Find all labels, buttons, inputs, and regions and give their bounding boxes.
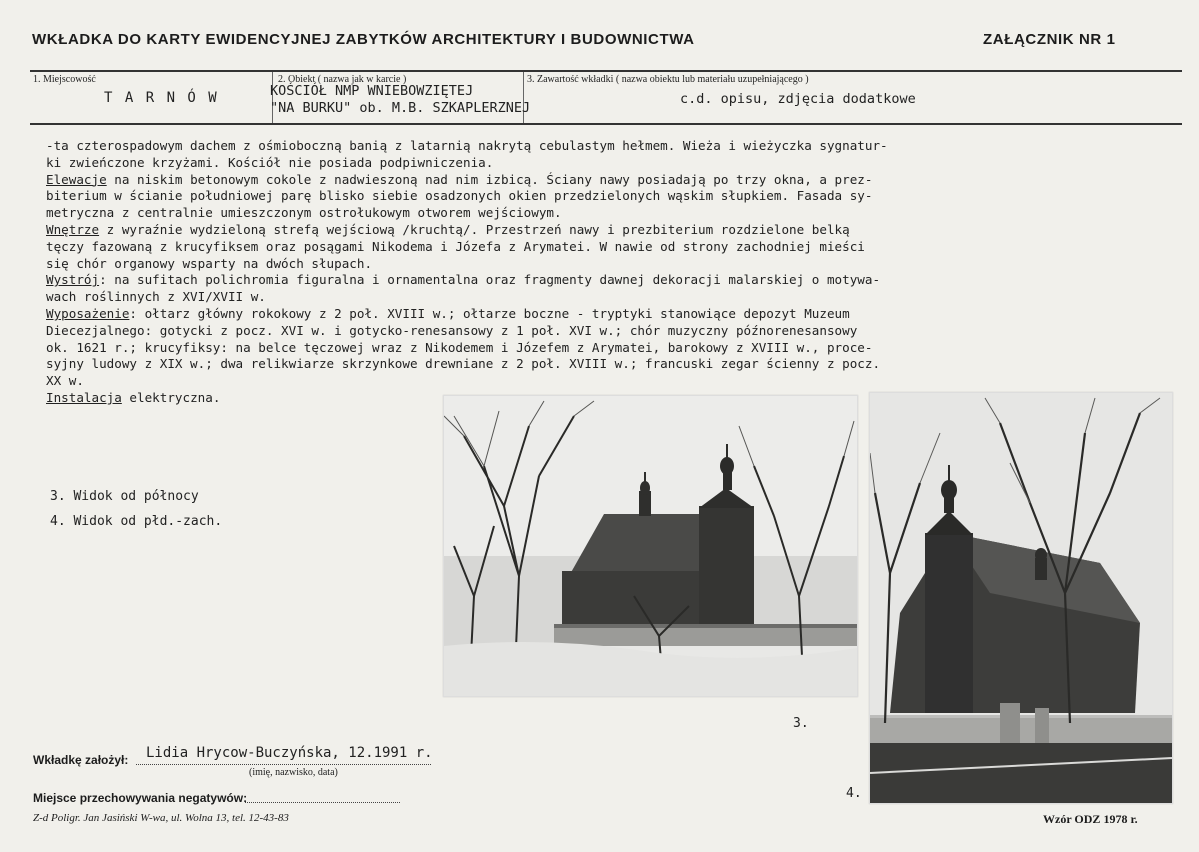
description-line: się chór organowy wsparty na dwóch słupach.	[46, 255, 373, 271]
content-label: 3. Zawartość wkładki ( nazwa obiektu lub materiału uzupełniającego )	[527, 74, 809, 85]
church-southwest-image	[870, 393, 1172, 803]
negatives-line	[245, 802, 400, 803]
annex-number: ZAŁĄCZNIK NR 1	[983, 31, 1116, 48]
photo-southwest-view	[869, 392, 1173, 804]
description-line: Wystrój: na sufitach polichromia figuralna i ornamentalna oraz fragmenty dawnej dekoracji malarskiej o motywa-	[46, 272, 881, 288]
description-line: -ta czterospadowym dachem z ośmioboczną banią z latarnią nakrytą cebulastym hełmem. Wieża i wieżyczka sygnatur-	[46, 138, 888, 153]
church-north-image	[444, 396, 857, 696]
caption-photo-4: 4. Widok od płd.-zach.	[50, 514, 223, 529]
description-line: Elewacje na niskim betonowym cokole z nadwieszoną nad nim izbicą. Ściany nawy posiadają po trzy okna, a prez-	[46, 171, 873, 187]
photo-north-view	[443, 395, 858, 697]
created-by-line	[136, 764, 431, 765]
description-line: Wnętrze z wyraźnie wydzieloną strefą wejściową /kruchtą/. Przestrzeń nawy i prezbiterium rozdzielone belką	[46, 221, 850, 237]
header-top-rule	[30, 70, 1182, 72]
object-label: 2. Obiekt ( nazwa jak w karcie )	[278, 74, 407, 85]
description-line: Diecezjalnego: gotycki z pocz. XVI w. i gotycko-renesansowy z 1 poł. XVI w.; chór muzyczny późnorenesansowy	[46, 322, 858, 338]
description-line: XX w.	[46, 373, 84, 389]
caption-photo-3: 3. Widok od północy	[50, 489, 199, 504]
printer-imprint: Z-d Poligr. Jan Jasiński W-wa, ul. Wolna 13, tel. 12-43-83	[33, 812, 289, 824]
description-text	[46, 138, 1181, 407]
fields-bottom-rule	[30, 123, 1182, 125]
description-line: tęczy fazowaną z krucyfiksem oraz posągami Nikodema i Józefa z Arymatei. W nawie od strony zachodniej mieści	[46, 238, 865, 254]
description-line: wach roślinnych z XVI/XVII w.	[46, 289, 266, 305]
photo-4-number: 4.	[846, 786, 862, 801]
description-line: ki zwieńczone krzyżami. Kościół nie posiada podpiwniczenia.	[46, 154, 494, 170]
description-line: metryczna z centralnie umieszczonym ostrołukowym otworem wejściowym.	[46, 205, 562, 221]
negatives-label: Miejsce przechowywania negatywów:	[33, 791, 248, 805]
document-title: WKŁADKA DO KARTY EWIDENCYJNEJ ZABYTKÓW ARCHITEKTURY I BUDOWNICTWA	[32, 31, 695, 48]
locality-value: T A R N Ó W	[104, 90, 219, 106]
object-value-line1: KOŚCIÓŁ NMP WNIEBOWZIĘTEJ	[270, 83, 474, 99]
description-line: Wyposażenie: ołtarz główny rokokowy z 2 poł. XVIII w.; ołtarze boczne - tryptyki stanowiące depozyt Muzeum	[46, 305, 850, 321]
photo-3-number: 3.	[793, 716, 809, 731]
description-line: syjny ludowy z XIX w.; dwa relikwiarze skrzynkowe drewniane z 2 poł. XVIII w.; francuski zegar ścienny z pocz.	[46, 356, 881, 372]
description-line: biterium w ścianie południowej parę blisko siebie osadzonych okien przedzielonych wąskim słupkiem. Fasada sy-	[46, 188, 873, 204]
content-value: c.d. opisu, zdjęcia dodatkowe	[680, 91, 916, 107]
description-line: ok. 1621 r.; krucyfiksy: na belce tęczowej wraz z Nikodemem i Józefem z Arymatei, barokowy z XVIII w., proce-	[46, 339, 873, 355]
created-by-value: Lidia Hrycow-Buczyńska, 12.1991 r.	[146, 745, 433, 761]
locality-label: 1. Miejscowość	[33, 74, 96, 85]
form-model: Wzór ODZ 1978 r.	[1043, 812, 1138, 826]
description-line: Instalacja elektryczna.	[46, 389, 221, 405]
created-by-hint: (imię, nazwisko, data)	[249, 767, 338, 778]
created-by-label: Wkładkę założył:	[33, 753, 129, 767]
object-value-line2: "NA BURKU" ob. M.B. SZKAPLERZNEJ	[270, 100, 531, 116]
